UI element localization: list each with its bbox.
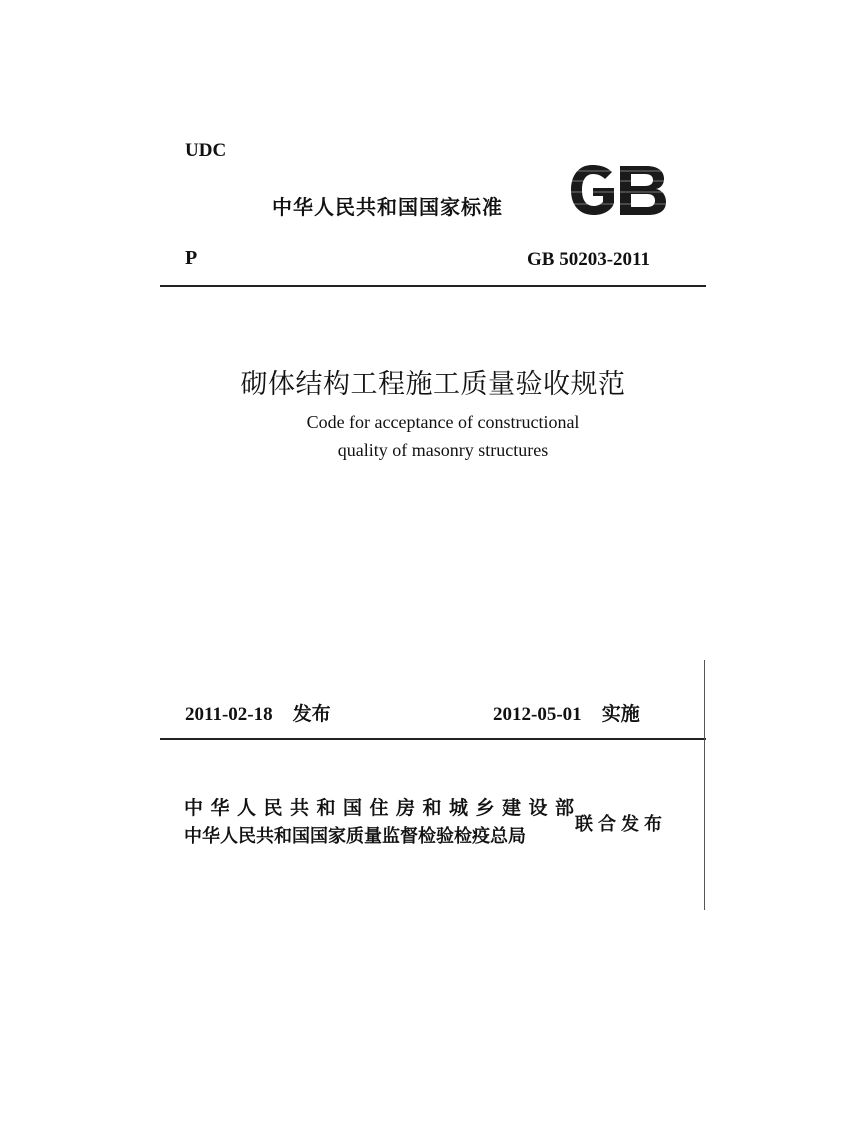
classification-label: P <box>185 247 198 269</box>
joint-issue-label: 联合发布 <box>575 814 667 835</box>
issuer-aqsiq: 中华人民共和国国家质量监督检验检疫总局 <box>184 826 526 847</box>
implementation-date: 2012-05-01 <box>493 704 582 725</box>
issue-date-row <box>185 699 331 726</box>
title-chinese: 砌体结构工程施工质量验收规范 <box>240 369 626 400</box>
implementation-label: 实施 <box>601 703 640 725</box>
gb-logo <box>568 162 668 218</box>
title-english-line2: quality of masonry structures <box>337 440 549 460</box>
scan-edge-line <box>704 660 705 910</box>
implementation-date-row <box>493 699 640 726</box>
udc-label: UDC <box>185 140 227 161</box>
footer-divider <box>160 738 706 740</box>
issue-date: 2011-02-18 <box>185 704 273 725</box>
issuer-ministry: 中华人民共和国住房和城乡建设部 <box>184 797 582 819</box>
header-divider <box>160 285 706 287</box>
issue-label: 发布 <box>292 703 331 725</box>
standard-category: 中华人民共和国国家标准 <box>272 195 503 219</box>
title-english-line1: Code for acceptance of constructional <box>306 412 580 432</box>
standard-number: GB 50203-2011 <box>527 249 650 270</box>
